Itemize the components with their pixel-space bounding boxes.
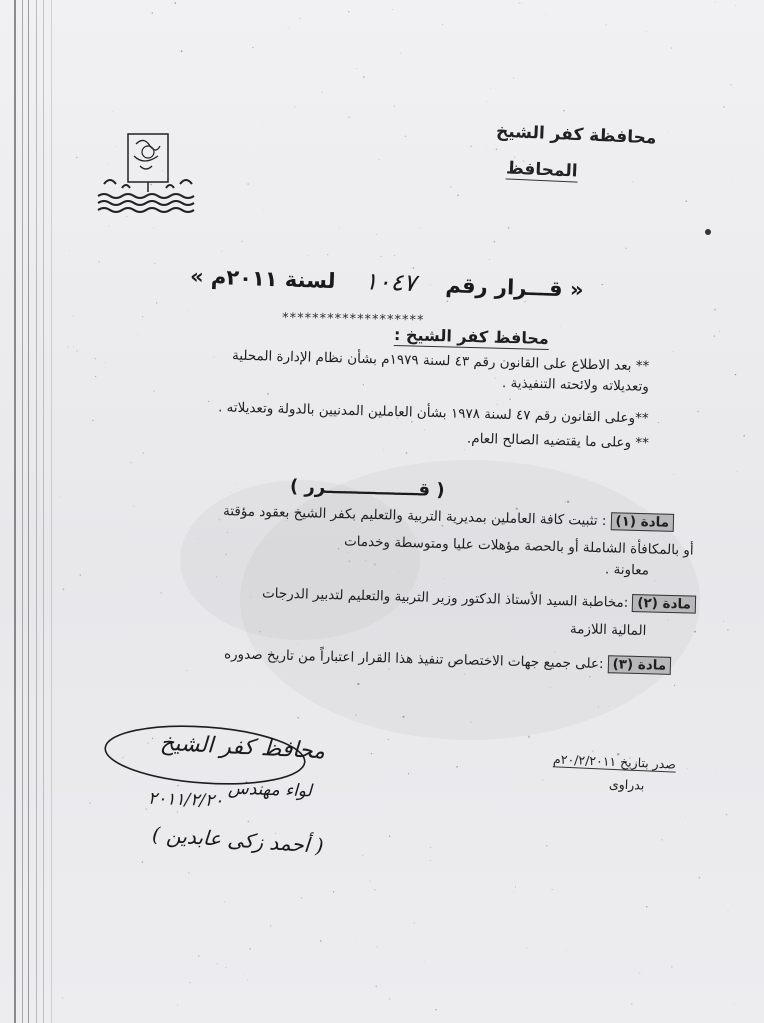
decree-close-paren: »	[189, 264, 205, 289]
speckle	[126, 216, 128, 218]
speckle	[671, 47, 672, 48]
governorate-emblem	[92, 130, 202, 215]
speckle	[389, 998, 391, 1000]
speckle	[671, 966, 672, 967]
speckle	[76, 350, 77, 351]
speckle	[495, 378, 496, 379]
speckle	[153, 228, 154, 229]
speckle	[527, 947, 528, 948]
decree-year: لسنة ٢٠١١م	[210, 264, 336, 294]
speckle	[413, 922, 415, 924]
speckle	[633, 612, 634, 613]
speckle	[408, 773, 409, 774]
speckle	[673, 474, 674, 475]
speckle	[731, 291, 732, 292]
article-2	[262, 584, 696, 613]
speckle	[137, 334, 138, 335]
speckle	[301, 897, 303, 899]
speckle	[198, 538, 199, 539]
speckle	[297, 717, 299, 719]
decree-word: قـــرار رقم	[445, 273, 564, 302]
speckle	[262, 126, 263, 127]
speckle	[487, 101, 488, 102]
speckle	[175, 2, 177, 4]
speckle	[639, 972, 640, 973]
speckle	[481, 392, 482, 393]
scan-edge-line	[51, 0, 52, 1023]
speckle	[609, 706, 610, 707]
speckle	[456, 766, 458, 768]
speckle	[714, 309, 716, 311]
speckle	[270, 925, 271, 926]
speckle	[186, 670, 187, 671]
speckle	[685, 816, 686, 817]
speckle	[104, 362, 105, 363]
speckle	[188, 872, 189, 873]
speckle	[365, 560, 366, 561]
decision-heading: ( قـــــــــــــــرر )	[289, 475, 445, 502]
speckle	[509, 398, 511, 400]
speckle	[560, 326, 561, 327]
speckle	[388, 739, 389, 740]
speckle	[715, 1, 716, 2]
article-3-label: مادة (٣)	[607, 655, 671, 675]
speckle	[508, 227, 510, 229]
decree-open-paren: «	[569, 277, 584, 302]
speckle	[464, 450, 465, 451]
speckle	[566, 950, 567, 951]
article-1-line-3: معاونة .	[604, 561, 650, 579]
speckle	[227, 532, 228, 533]
speckle	[95, 376, 96, 377]
speckle	[224, 901, 225, 902]
speckle	[362, 855, 363, 856]
title-divider: *******************	[281, 310, 425, 329]
speckle	[294, 106, 295, 107]
speckle	[694, 631, 696, 633]
speckle	[225, 554, 226, 555]
speckle	[374, 889, 375, 890]
speckle	[658, 422, 659, 423]
speckle	[550, 687, 551, 688]
speckle	[546, 845, 548, 847]
article-3-line-1: :على جميع جهات الاختصاص تنفيذ هذا القرار اعتباراً من تاريخ صدوره	[223, 646, 604, 673]
speckle	[142, 861, 144, 863]
speckle	[435, 1009, 436, 1010]
speckle	[430, 860, 431, 861]
speckle	[252, 47, 254, 49]
speckle	[67, 346, 68, 347]
speckle	[250, 597, 251, 598]
speckle	[113, 898, 114, 899]
speckle	[646, 906, 648, 908]
preamble-line-4: ** وعلى ما يقتضيه الصالح العام.	[466, 430, 650, 452]
speckle	[154, 263, 155, 264]
speckle	[176, 38, 177, 39]
speckle	[363, 76, 365, 78]
speckle	[249, 948, 250, 949]
speckle	[188, 310, 189, 311]
speckle	[216, 576, 217, 577]
speckle	[734, 1003, 735, 1004]
speckle	[494, 241, 496, 243]
speckle	[112, 111, 113, 112]
speckle	[177, 811, 178, 812]
speckle	[542, 780, 543, 781]
speckle	[69, 250, 70, 251]
speckle	[92, 420, 93, 421]
speckle	[322, 92, 323, 93]
speckle	[546, 15, 547, 16]
speckle	[73, 346, 74, 347]
speckle	[424, 430, 425, 431]
speckle	[142, 452, 144, 454]
speckle	[724, 106, 725, 107]
speckle	[142, 316, 143, 317]
scan-edge-line	[43, 0, 44, 1023]
speckle	[219, 519, 221, 521]
speckle	[524, 301, 526, 303]
article-1-line-2: أو بالمكافأة الشاملة أو بالحصة مؤهلات عليا ومتوسطة وخدمات	[344, 533, 695, 559]
speckle	[263, 1018, 264, 1019]
speckle	[447, 301, 449, 303]
speckle	[714, 335, 715, 336]
speckle	[511, 8, 512, 9]
preamble-heading: محافظ كفر الشيخ :	[394, 324, 550, 349]
scan-edge-line	[28, 0, 29, 1023]
speckle	[298, 643, 299, 644]
speckle	[470, 145, 471, 146]
speckle	[411, 421, 413, 423]
speckle	[376, 234, 377, 235]
speckle	[719, 331, 720, 332]
speckle	[375, 986, 377, 988]
speckle	[267, 393, 269, 395]
speckle	[489, 259, 490, 260]
office-title: المحافظ	[506, 158, 579, 182]
speckle	[62, 997, 63, 998]
speckle	[592, 750, 594, 752]
speckle	[598, 706, 599, 707]
speckle	[565, 501, 566, 502]
article-3	[224, 645, 672, 675]
speckle	[109, 226, 110, 227]
speckle	[73, 315, 74, 316]
speckle	[470, 721, 472, 723]
speckle	[356, 68, 357, 69]
speckle	[727, 629, 728, 630]
decree-number: ١٠٤٧	[364, 267, 417, 298]
speckle	[379, 159, 380, 160]
speckle	[221, 251, 222, 252]
speckle	[563, 110, 565, 112]
article-1-line-1: : تثبيت كافة العاملين بمديرية التربية والتعليم بكفر الشيخ بعقود مؤقتة	[222, 503, 607, 530]
speckle	[490, 88, 491, 89]
decree-title	[190, 261, 584, 303]
speckle	[732, 181, 733, 182]
signature-rank: لواء مهندس	[227, 778, 313, 802]
speckle	[388, 668, 390, 670]
speckle	[374, 563, 376, 565]
speckle	[394, 255, 395, 256]
speckle	[339, 227, 340, 228]
preamble-line-1: ** بعد الاطلاع على القانون رقم ٤٣ لسنة ١٩٧٩م بشأن نظام الإدارة المحلية	[231, 347, 650, 375]
speckle	[348, 11, 349, 12]
speckle	[363, 384, 364, 385]
article-2-line-1: :مخاطبة السيد الأستاذ الدكتور وزير التربية والتعليم لتدبير الدرجات	[261, 585, 629, 611]
issued-date: صدر بتاريخ ٢٠/٢/٢٠١١م	[552, 751, 677, 772]
speckle	[156, 302, 157, 303]
speckle	[214, 357, 215, 358]
speckle	[728, 911, 729, 912]
speckle	[424, 962, 425, 963]
speckle	[389, 423, 390, 424]
speckle	[504, 958, 505, 959]
speckle	[177, 1005, 178, 1006]
signature-date: ٢٠١١/٢/٢٠	[147, 788, 224, 812]
speckle	[602, 284, 603, 285]
speckle	[333, 891, 334, 892]
speckle	[567, 501, 569, 503]
speckle	[60, 496, 61, 497]
speckle	[521, 3, 522, 4]
speckle	[95, 358, 96, 359]
article-1	[223, 502, 674, 532]
speckle	[80, 574, 81, 575]
speckle	[244, 975, 245, 976]
speckle	[357, 683, 359, 685]
speckle	[730, 84, 732, 86]
speckle	[496, 148, 498, 150]
preamble-line-3: **وعلى القانون رقم ٤٧ لسنة ١٩٧٨ بشأن العاملين المدنيين بالدولة وتعديلاته .	[218, 399, 650, 427]
speckle	[715, 771, 716, 772]
scan-edge-line	[22, 0, 23, 1023]
speckle	[198, 955, 199, 956]
speckle	[392, 9, 393, 10]
speckle	[513, 891, 514, 892]
speckle	[247, 183, 249, 185]
speckle	[518, 3, 519, 4]
speckle	[405, 136, 407, 138]
speckle	[443, 578, 444, 579]
preamble-line-2: وتعديلاته ولائحته التنفيذية .	[501, 375, 650, 395]
article-2-line-2: المالية اللازمة	[569, 621, 647, 639]
speckle	[685, 200, 687, 202]
article-1-label: مادة (١)	[610, 512, 674, 532]
speckle	[631, 1003, 633, 1005]
speckle	[606, 24, 607, 25]
speckle	[181, 50, 183, 52]
speckle	[400, 53, 401, 54]
speckle	[419, 228, 420, 229]
speckle	[248, 821, 250, 823]
speckle	[225, 967, 226, 968]
speckle	[327, 254, 328, 255]
speckle	[133, 506, 134, 507]
speckle	[726, 814, 728, 816]
speckle	[300, 18, 301, 19]
speckle	[496, 404, 498, 406]
scan-edge-line	[14, 0, 16, 1023]
speckle	[661, 839, 662, 840]
speckle	[672, 351, 673, 352]
speckle	[513, 78, 514, 79]
signatory-name: ( أحمد زكى عابدين )	[151, 822, 325, 858]
speckle	[687, 768, 688, 769]
speckle	[216, 963, 217, 964]
speckle	[76, 157, 77, 158]
speckle	[153, 390, 155, 392]
speckle	[667, 619, 668, 620]
speckle	[320, 940, 322, 942]
speckle	[457, 195, 458, 196]
speckle	[697, 411, 699, 413]
speckle	[625, 247, 627, 249]
speckle	[737, 471, 738, 472]
speckle	[231, 492, 232, 493]
speckle	[161, 592, 162, 593]
speckle	[674, 685, 675, 686]
speckle	[632, 181, 633, 182]
article-2-label: مادة (٢)	[632, 594, 696, 614]
speckle	[528, 736, 530, 738]
speckle	[515, 887, 516, 888]
speckle	[552, 889, 553, 890]
speckle	[338, 548, 339, 549]
scan-edge-line	[36, 0, 37, 1023]
speckle	[380, 256, 382, 258]
speckle	[63, 588, 65, 590]
speckle	[430, 846, 432, 848]
speckle	[402, 716, 404, 718]
speckle	[677, 579, 678, 580]
speckle	[464, 673, 465, 674]
speckle	[308, 255, 309, 256]
speckle	[743, 435, 745, 437]
speckle	[371, 753, 372, 754]
speckle	[699, 877, 701, 879]
speckle	[554, 651, 555, 652]
signature-title: محافظ كفر الشيخ	[159, 730, 326, 765]
speckle	[348, 560, 350, 562]
speckle	[152, 12, 154, 14]
speckle	[130, 462, 132, 464]
issued-by-name: بدراوى	[608, 776, 645, 793]
speckle	[235, 483, 236, 484]
speckle	[190, 982, 191, 983]
speckle	[288, 28, 289, 29]
governorate-name: محافظة كفر الشيخ	[495, 121, 657, 149]
speckle	[355, 714, 357, 716]
speckle	[247, 979, 248, 980]
speckle	[667, 131, 668, 132]
speckle	[241, 241, 243, 243]
speckle	[394, 106, 395, 107]
speckle	[167, 610, 168, 611]
speckle	[735, 374, 736, 375]
speckle	[259, 631, 260, 632]
speckle	[722, 524, 723, 525]
speckle	[370, 881, 371, 882]
speckle	[264, 209, 265, 210]
speckle	[356, 939, 357, 940]
speckle	[646, 31, 647, 32]
speckle	[450, 186, 452, 188]
speckle	[654, 580, 655, 581]
speckle	[208, 401, 209, 402]
speckle	[89, 802, 91, 804]
speckle	[487, 145, 488, 146]
speckle	[349, 117, 350, 118]
speckle	[514, 156, 515, 157]
speckle	[347, 552, 348, 553]
speckle	[389, 836, 390, 837]
speckle	[735, 5, 736, 6]
speckle	[442, 24, 443, 25]
speckle	[723, 621, 724, 622]
speckle	[589, 676, 591, 678]
speckle	[99, 261, 100, 262]
speckle	[406, 452, 408, 454]
speckle	[398, 572, 399, 573]
speckle	[377, 946, 378, 947]
speckle	[383, 449, 384, 450]
